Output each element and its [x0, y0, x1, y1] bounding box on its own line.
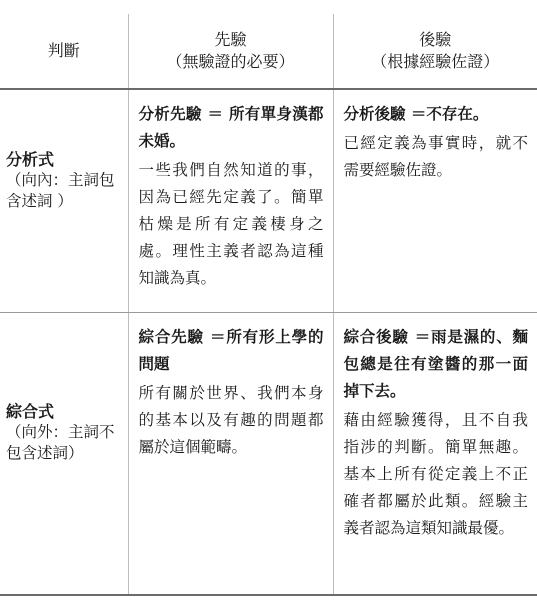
synthetic-aposteriori-cell: [333, 313, 537, 596]
header-aposteriori-cell: [333, 14, 537, 89]
synthetic-apriori-lead: 綜合先驗 ＝所有形上學的問題: [138, 327, 324, 373]
row-analytic-header-cell: [0, 89, 128, 313]
synthetic-aposteriori-detail: 藉由經驗獲得，且不自我指涉的判斷。簡單無趣。基本上所有從定義上不正確者都屬於此類。經驗主義者認為這類知識最優。: [343, 411, 528, 537]
analytic-aposteriori-lead: 分析後驗 ＝不存在。: [343, 104, 489, 123]
header-judgment-cell: [0, 14, 128, 89]
table-row-analytic: [0, 89, 537, 313]
header-aposteriori-note: （根據經驗佐證）: [371, 52, 500, 71]
analytic-aposteriori-cell: [333, 89, 537, 313]
table-header-row: [0, 14, 537, 89]
header-apriori-title: 先驗: [214, 30, 247, 49]
synthetic-apriori-detail: 所有關於世界、我們本身的基本以及有趣的問題都屬於這個範疇。: [138, 384, 324, 456]
analytic-apriori-detail: 一些我們自然知道的事，因為已經先定義了。簡單枯燥是所有定義棲身之處。理性主義者認為這種知識為真。: [138, 161, 324, 287]
row-analytic-title: 分析式: [6, 150, 55, 169]
row-synthetic-note: （向外：主詞不包含述詞）: [6, 423, 115, 462]
header-apriori-note: （無驗證的必要）: [166, 52, 295, 71]
row-synthetic-title: 綜合式: [6, 402, 55, 421]
row-synthetic-header-cell: [0, 313, 128, 596]
header-judgment-label: 判斷: [47, 41, 80, 60]
judgment-table: [0, 14, 537, 596]
table-row-synthetic: [0, 313, 537, 596]
header-aposteriori-title: 後驗: [419, 30, 452, 49]
analytic-aposteriori-detail: 已經定義為事實時，就不需要經驗佐證。: [343, 134, 528, 179]
analytic-apriori-cell: [128, 89, 333, 313]
header-apriori-cell: [128, 14, 333, 89]
synthetic-apriori-cell: [128, 313, 333, 596]
analytic-apriori-lead: 分析先驗 ＝ 所有單身漢都未婚。: [138, 104, 324, 150]
row-analytic-note: （向內：主詞包含述詞 ）: [6, 171, 115, 210]
synthetic-aposteriori-lead: 綜合後驗 ＝雨是濕的、麵包總是往有塗醬的那一面掉下去。: [343, 327, 528, 400]
